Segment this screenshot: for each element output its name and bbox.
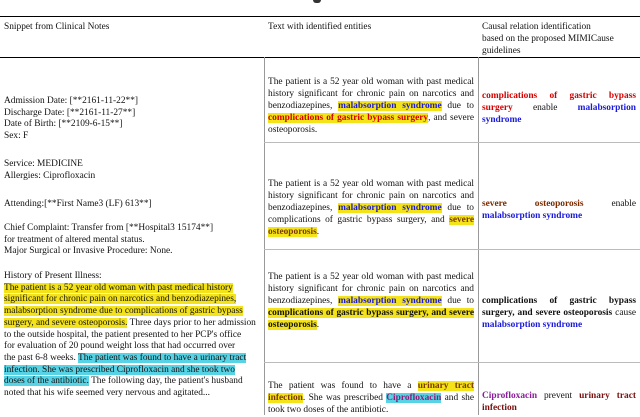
causal-row-2: severe osteoporosis enable malabsorption syndrome xyxy=(482,199,636,221)
relation-cause: Ciprofloxacin xyxy=(482,391,538,401)
table-top-rule xyxy=(0,16,640,17)
relation-cause: severe osteoporosis xyxy=(482,199,584,209)
causal-row-4: Ciprofloxacin prevent urinary tract infection xyxy=(482,391,636,413)
date-of-birth: Date of Birth: [**2109-6-15**] xyxy=(4,119,123,130)
service: Service: MEDICINE xyxy=(4,159,83,169)
relation-cause: complications of gastric bypass surgery xyxy=(482,91,636,113)
entity-cause: complications of gastric bypass surgery, and severe osteoporosis xyxy=(268,307,474,330)
entities-row-1: The patient is a 52 year old woman with past medical history significant for chronic pain on narcotics and benzodiazepines, malabsorption syndrome due to complications of gastric bypass surgery, and severe osteoporosis. xyxy=(268,77,474,135)
entities-row-4: The patient was found to have a urinary tract infection. She was prescribed Ciprofloxacin and she took two doses of the antibiotic. xyxy=(268,381,474,415)
chief-complaint: Chief Complaint: Transfer from [**Hospital3 15174**] xyxy=(4,223,214,233)
clinical-note-complaint-block xyxy=(4,223,262,258)
entities-row-3: The patient is a 52 year old woman with past medical history significant for chronic pain on narcotics and benzodiazepines, malabsorption syndrome due to complications of gastric bypass surgery, and severe osteoporosis. xyxy=(268,272,474,330)
admission-date: Admission Date: [**2161-11-22**] xyxy=(4,96,139,106)
header-entities: Text with identified entities xyxy=(268,22,372,32)
clinical-note-header-block xyxy=(4,96,262,143)
history-present-illness xyxy=(4,271,262,400)
entity-cause: severe osteoporosis xyxy=(268,214,474,237)
header-snippet: Snippet from Clinical Notes xyxy=(4,22,110,32)
table-header-rule xyxy=(0,57,640,58)
row-separator-1 xyxy=(264,142,640,143)
relation-cause: complications of gastric bypass surgery, and severe osteoporosis xyxy=(482,296,636,318)
attending: Attending:[**First Name3 (LF) 613**] xyxy=(4,199,152,209)
chief-complaint-cont: for treatment of altered mental status. xyxy=(4,234,145,245)
relation-effect: malabsorption syndrome xyxy=(482,102,636,125)
entities-row-2: The patient is a 52 year old woman with past medical history significant for chronic pain on narcotics and benzodiazepines, malabsorption syndrome due to complications of gastric bypass surgery, and severe osteoporosis. xyxy=(268,179,474,237)
entity-effect: malabsorption syndrome xyxy=(338,100,442,111)
entity-effect: urinary tract infection xyxy=(268,381,474,403)
hpi-line: infection. She was prescribed Ciprofloxacin and she took two xyxy=(4,364,235,375)
hpi-line: noted that his wife seemed very nervous and agitated... xyxy=(4,388,210,399)
caption-fragment xyxy=(313,0,321,3)
entity-cause: complications of gastric bypass surgery xyxy=(268,112,429,123)
hpi-line: surgery, and severe osteoporosis. xyxy=(4,317,128,328)
hpi-line: the past 6-8 weeks. xyxy=(4,352,79,363)
hpi-line: for evaluation of 20 pound weight loss that had occurred over xyxy=(4,341,236,352)
hpi-line: doses of the antibiotic. xyxy=(4,376,89,387)
hpi-line: malabsorption syndrome due to complications of gastric bypass xyxy=(4,306,243,317)
causal-row-3: complications of gastric bypass surgery, and severe osteoporosis cause malabsorption syndrome xyxy=(482,296,636,330)
hpi-line: to the outside hospital, the patient presented to her PCP's office xyxy=(4,329,242,340)
discharge-date: Discharge Date: [**2161-11-27**] xyxy=(4,107,136,118)
hpi-line: The following day, the patient's husband xyxy=(88,376,243,387)
relation-effect: malabsorption syndrome xyxy=(482,210,583,221)
header-causal: Causal relation identification based on the proposed MIMICause guidelines xyxy=(482,22,614,56)
clinical-note-service-block xyxy=(4,159,262,182)
entity-effect: malabsorption syndrome xyxy=(338,202,442,213)
entity-effect: malabsorption syndrome xyxy=(338,295,442,306)
row-separator-3 xyxy=(264,362,640,363)
entity-cause: Ciprofloxacin xyxy=(386,392,442,403)
hpi-line: Three days prior to her admission xyxy=(127,317,256,328)
hpi-line: The patient was found to have a urinary tract xyxy=(78,352,247,363)
relation-effect: malabsorption syndrome xyxy=(482,319,583,330)
procedure: Major Surgical or Invasive Procedure: None. xyxy=(4,246,173,257)
causal-row-1: complications of gastric bypass surgery enable malabsorption syndrome xyxy=(482,91,636,125)
relation-effect: urinary tract infection xyxy=(482,391,636,413)
allergies: Allergies: Ciprofloxacin xyxy=(4,170,96,181)
hpi-line: significant for chronic pain on narcotics and benzodiazepines, xyxy=(4,294,237,305)
row-separator-2 xyxy=(264,249,640,250)
hpi-line: The patient is a 52 year old woman with past medical history xyxy=(4,282,233,293)
sex: Sex: F xyxy=(4,131,29,142)
hpi-title: History of Present Illness: xyxy=(4,271,102,281)
